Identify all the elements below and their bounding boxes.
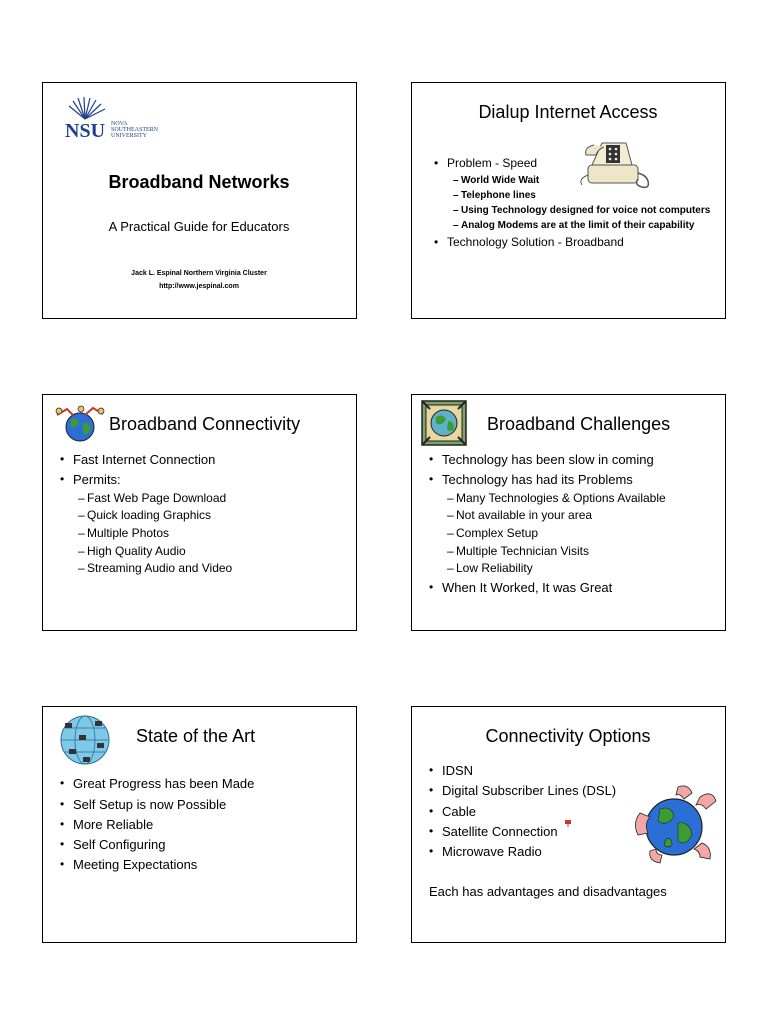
slide5-title: State of the Art (136, 726, 256, 746)
slide6-bullet-4: • Satellite Connection (442, 824, 558, 839)
slide4-sub-5: – Low Reliability (456, 561, 533, 575)
globe-people-icon (53, 403, 109, 443)
slide6-bullet-3: • Cable (442, 804, 476, 819)
satellite-marker-icon (564, 819, 572, 827)
slide5-bullet-5: • Meeting Expectations (73, 857, 197, 872)
slide3-sub-3: – Multiple Photos (87, 526, 169, 540)
slide1-author: Jack L. Espinal Northern Virginia Cluster (131, 270, 267, 277)
logo-letters: NSU (65, 120, 106, 142)
slide5-bullet-2: • Self Setup is now Possible (73, 797, 226, 812)
slide6-title: Connectivity Options (485, 726, 651, 746)
slide-4 (411, 394, 726, 631)
slide2-sub-2: – Telephone lines (461, 190, 536, 201)
slide3-sub-5: – Streaming Audio and Video (87, 561, 232, 575)
slide2-sub-1: – World Wide Wait (461, 175, 539, 186)
globe-hands-icon (630, 783, 720, 867)
slide3-sub-1: – Fast Web Page Download (87, 491, 226, 505)
slide4-title: Broadband Challenges (487, 414, 671, 434)
slide1-subtitle: A Practical Guide for Educators (108, 219, 290, 234)
slide1-url: http://www.jespinal.com (159, 283, 239, 290)
slide6-note: Each has advantages and disadvantages (429, 884, 667, 899)
logo-line-1: NOVA (111, 121, 128, 127)
slide2-sub-4: – Analog Modems are at the limit of their capability (461, 220, 694, 231)
slide2-bullet-2: • Technology Solution - Broadband (447, 235, 624, 249)
globe-frame-icon (420, 399, 468, 447)
slide3-sub-4: – High Quality Audio (87, 544, 186, 558)
slide-2 (411, 82, 726, 319)
slide-6 (411, 706, 726, 943)
slide1-title: Broadband Networks (108, 172, 290, 192)
slide6-bullet-1: • IDSN (442, 763, 473, 778)
slide5-bullet-4: • Self Configuring (73, 837, 166, 852)
slide3-bullet-1: • Fast Internet Connection (73, 452, 215, 467)
slide6-bullet-5: • Microwave Radio (442, 844, 542, 859)
slide3-title: Broadband Connectivity (109, 414, 301, 434)
logo-line-3: UNIVERSITY (111, 133, 147, 139)
slide4-bullet-3: • When It Worked, It was Great (442, 580, 612, 595)
nsu-logo (65, 95, 175, 143)
slide-3 (42, 394, 357, 631)
slide4-sub-2: – Not available in your area (456, 508, 592, 522)
slide4-sub-1: – Many Technologies & Options Available (456, 491, 666, 505)
slide2-bullet-1: • Problem - Speed (447, 156, 537, 170)
slide3-sub-2: – Quick loading Graphics (87, 508, 211, 522)
slide4-bullet-2: • Technology has had its Problems (442, 472, 633, 487)
slide2-title: Dialup Internet Access (478, 102, 658, 122)
slide2-sub-3: – Using Technology designed for voice not computers (461, 205, 710, 216)
telephone-icon (574, 135, 656, 195)
slide5-bullet-1: • Great Progress has been Made (73, 776, 254, 791)
slide5-bullet-3: • More Reliable (73, 817, 153, 832)
slide6-bullet-2: • Digital Subscriber Lines (DSL) (442, 783, 616, 798)
slide3-bullet-2: • Permits: (73, 472, 121, 487)
slide4-sub-3: – Complex Setup (456, 526, 538, 540)
slide4-bullet-1: • Technology has been slow in coming (442, 452, 654, 467)
slide-1 (42, 82, 357, 319)
network-globe-icon (57, 713, 113, 767)
slide-5 (42, 706, 357, 943)
slide4-sub-4: – Multiple Technician Visits (456, 544, 589, 558)
logo-line-2: SOUTHEASTERN (111, 127, 159, 133)
